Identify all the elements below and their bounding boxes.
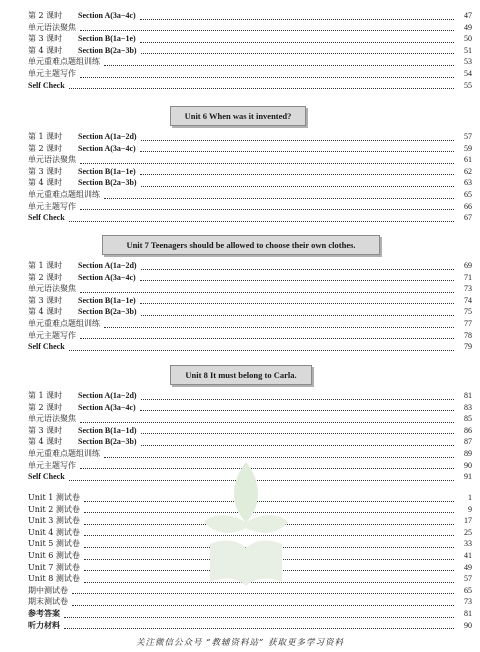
toc-entry — [28, 330, 472, 342]
lesson-number: 第 2 课时 — [28, 11, 63, 20]
toc-entry — [28, 390, 472, 402]
dot-leader — [140, 280, 454, 281]
page-number: 71 — [464, 272, 472, 282]
dot-leader — [141, 186, 454, 187]
page-number: 67 — [464, 213, 472, 223]
page-number: 81 — [464, 391, 472, 400]
section-name: Section B(1a−1d) — [78, 425, 137, 435]
entry-title: Unit 3 测试卷 — [28, 516, 80, 526]
dot-leader — [141, 269, 454, 270]
lesson-number: 第 2 课时 — [28, 143, 63, 153]
page-number: 73 — [464, 284, 472, 294]
lesson-number: 第 4 课时 — [28, 307, 63, 317]
toc-entry — [28, 402, 472, 414]
lesson-number: 第 3 课时 — [28, 166, 63, 176]
page-number: 47 — [464, 11, 472, 20]
unit-banner: Unit 7 Teenagers should be allowed to choose their own clothes. — [102, 235, 380, 255]
page-number: 86 — [464, 425, 472, 435]
page-number: 61 — [464, 155, 472, 165]
page-number: 85 — [464, 414, 472, 424]
entry-title: Unit 8 测试卷 — [28, 574, 80, 584]
section-name: Section B(1a−1e) — [78, 166, 136, 176]
lesson-number: 第 1 课时 — [28, 261, 63, 270]
dot-leader — [69, 350, 454, 351]
toc-entry — [28, 56, 472, 68]
page-number: 83 — [464, 402, 472, 412]
toc-entry — [28, 283, 472, 295]
dot-leader — [140, 174, 454, 175]
page-number: 73 — [464, 597, 472, 607]
lesson-number: 第 4 课时 — [28, 437, 63, 447]
page-number: 51 — [464, 45, 472, 55]
dot-leader — [69, 221, 454, 222]
entry-title: 单元重难点题组训练 — [28, 449, 100, 458]
toc-entry — [28, 189, 472, 201]
entry-title: Self Check — [28, 80, 65, 90]
entry-title: 参考答案 — [28, 609, 60, 618]
page-number: 91 — [464, 472, 472, 482]
section-name: Section A(3a−4c) — [78, 143, 136, 153]
entry-title: 听力材料 — [28, 620, 60, 630]
toc-entry — [28, 608, 472, 620]
dot-leader — [64, 617, 454, 618]
lesson-number: 第 3 课时 — [28, 425, 63, 435]
toc-entry — [28, 413, 472, 425]
toc-entry — [28, 80, 472, 92]
page-number: 78 — [464, 330, 472, 340]
entry-title: 单元主题写作 — [28, 460, 76, 470]
toc-entry — [28, 68, 472, 80]
entry-title: 单元语法聚焦 — [28, 22, 76, 32]
dot-leader — [80, 30, 454, 31]
page-number: 59 — [464, 143, 472, 153]
page-number: 87 — [464, 437, 472, 447]
lesson-number: 第 1 课时 — [28, 391, 63, 400]
section-name: Section B(2a−3b) — [78, 45, 137, 55]
dot-leader — [72, 593, 454, 594]
entry-title: 期末测试卷 — [28, 597, 68, 607]
entry-title: 期中测试卷 — [28, 585, 68, 595]
lesson-number: 第 2 课时 — [28, 272, 63, 282]
lesson-number: 第 1 课时 — [28, 132, 63, 141]
toc-entry — [28, 620, 472, 632]
dot-leader — [104, 327, 454, 328]
page-number: 57 — [464, 132, 472, 141]
footer-note: 关注微信公众号 “教辅资料站” 获取更多学习资料 — [135, 638, 345, 648]
dot-leader — [140, 151, 454, 152]
toc-entry — [28, 260, 472, 272]
dot-leader — [80, 292, 454, 293]
entry-title: 单元重难点题组训练 — [28, 319, 100, 328]
section-name: Section A(3a−4c) — [78, 11, 136, 20]
section-name: Section B(2a−3b) — [78, 307, 137, 317]
page-number: 75 — [464, 307, 472, 317]
page-number: 81 — [464, 609, 472, 618]
toc-entry — [28, 212, 472, 224]
book-leaf-watermark-icon — [200, 452, 292, 592]
page-number: 50 — [464, 34, 472, 44]
toc-entry — [28, 154, 472, 166]
dot-leader — [141, 433, 454, 434]
dot-leader — [80, 422, 454, 423]
dot-leader — [141, 140, 454, 141]
toc-entry — [28, 22, 472, 34]
dot-leader — [72, 605, 454, 606]
page-number: 9 — [468, 504, 472, 514]
entry-title: 单元语法聚焦 — [28, 155, 76, 165]
dot-leader — [104, 198, 454, 199]
dot-leader — [104, 65, 454, 66]
toc-entry — [28, 436, 472, 448]
toc-entry — [28, 596, 472, 608]
dot-leader — [140, 410, 454, 411]
page-number: 33 — [464, 539, 472, 549]
lesson-number: 第 2 课时 — [28, 402, 63, 412]
dot-leader — [140, 42, 454, 43]
page-number: 17 — [464, 516, 472, 526]
toc-entry — [28, 318, 472, 330]
section-name: Section B(1a−1e) — [78, 295, 136, 305]
entry-title: Self Check — [28, 472, 65, 482]
toc-entry — [28, 143, 472, 155]
toc-entry — [28, 177, 472, 189]
dot-leader — [80, 209, 454, 210]
section-name: Section A(1a−2d) — [78, 391, 137, 400]
toc-entry — [28, 166, 472, 178]
entry-title: Unit 7 测试卷 — [28, 562, 80, 572]
dot-leader — [140, 303, 454, 304]
section-name: Section B(1a−1e) — [78, 34, 136, 44]
entry-title: Self Check — [28, 213, 65, 223]
toc-entry — [28, 45, 472, 57]
toc-entry — [28, 131, 472, 143]
lesson-number: 第 4 课时 — [28, 178, 63, 188]
page-number: 1 — [468, 493, 472, 502]
entry-title: Unit 4 测试卷 — [28, 527, 80, 537]
page-number: 90 — [464, 620, 472, 630]
toc-entry — [28, 425, 472, 437]
page-number: 41 — [464, 551, 472, 560]
entry-title: Unit 5 测试卷 — [28, 539, 80, 549]
section-name: Section A(3a−4c) — [78, 402, 136, 412]
section-name: Section A(1a−2d) — [78, 261, 137, 270]
page-number: 90 — [464, 460, 472, 470]
entry-title: 单元主题写作 — [28, 69, 76, 78]
dot-leader — [64, 628, 454, 629]
entry-title: 单元主题写作 — [28, 330, 76, 340]
page-number: 77 — [464, 319, 472, 328]
section-name: Section A(3a−4c) — [78, 272, 136, 282]
toc-entry — [28, 341, 472, 353]
page-number: 49 — [464, 562, 472, 572]
dot-leader — [141, 399, 454, 400]
toc-entry — [28, 33, 472, 45]
page-number: 89 — [464, 449, 472, 458]
page-number: 63 — [464, 178, 472, 188]
dot-leader — [141, 445, 454, 446]
section-name: Section B(2a−3b) — [78, 178, 137, 188]
page-number: 69 — [464, 261, 472, 270]
lesson-number: 第 4 课时 — [28, 45, 63, 55]
toc-entry — [28, 295, 472, 307]
entry-title: 单元重难点题组训练 — [28, 190, 100, 199]
dot-leader — [80, 163, 454, 164]
dot-leader — [80, 77, 454, 78]
section-name: Section A(1a−2d) — [78, 132, 137, 141]
dot-leader — [140, 19, 454, 20]
entry-title: Unit 1 测试卷 — [28, 493, 80, 502]
page-number: 79 — [464, 342, 472, 352]
page-number: 57 — [464, 574, 472, 584]
dot-leader — [141, 53, 454, 54]
lesson-number: 第 3 课时 — [28, 34, 63, 44]
dot-leader — [80, 338, 454, 339]
page-number: 55 — [464, 80, 472, 90]
toc-entry — [28, 306, 472, 318]
page-number: 62 — [464, 166, 472, 176]
entry-title: 单元语法聚焦 — [28, 414, 76, 424]
page-number: 53 — [464, 57, 472, 67]
entry-title: 单元重难点题组训练 — [28, 57, 100, 67]
page-number: 54 — [464, 69, 472, 78]
dot-leader — [141, 315, 454, 316]
page-number: 25 — [464, 527, 472, 537]
toc-entry — [28, 10, 472, 22]
page-number: 65 — [464, 190, 472, 199]
page-number: 74 — [464, 295, 472, 305]
unit-banner: Unit 8 It must belong to Carla. — [170, 365, 312, 385]
entry-title: 单元语法聚焦 — [28, 284, 76, 294]
toc-entry — [28, 272, 472, 284]
lesson-number: 第 3 课时 — [28, 295, 63, 305]
entry-title: Unit 6 测试卷 — [28, 551, 80, 560]
page-number: 66 — [464, 201, 472, 211]
dot-leader — [69, 88, 454, 89]
page-number: 65 — [464, 585, 472, 595]
entry-title: Self Check — [28, 342, 65, 352]
entry-title: Unit 2 测试卷 — [28, 504, 80, 514]
unit-banner: Unit 6 When was it invented? — [170, 106, 306, 126]
page-number: 49 — [464, 22, 472, 32]
entry-title: 单元主题写作 — [28, 201, 76, 211]
section-name: Section B(2a−3b) — [78, 437, 137, 447]
toc-entry — [28, 201, 472, 213]
